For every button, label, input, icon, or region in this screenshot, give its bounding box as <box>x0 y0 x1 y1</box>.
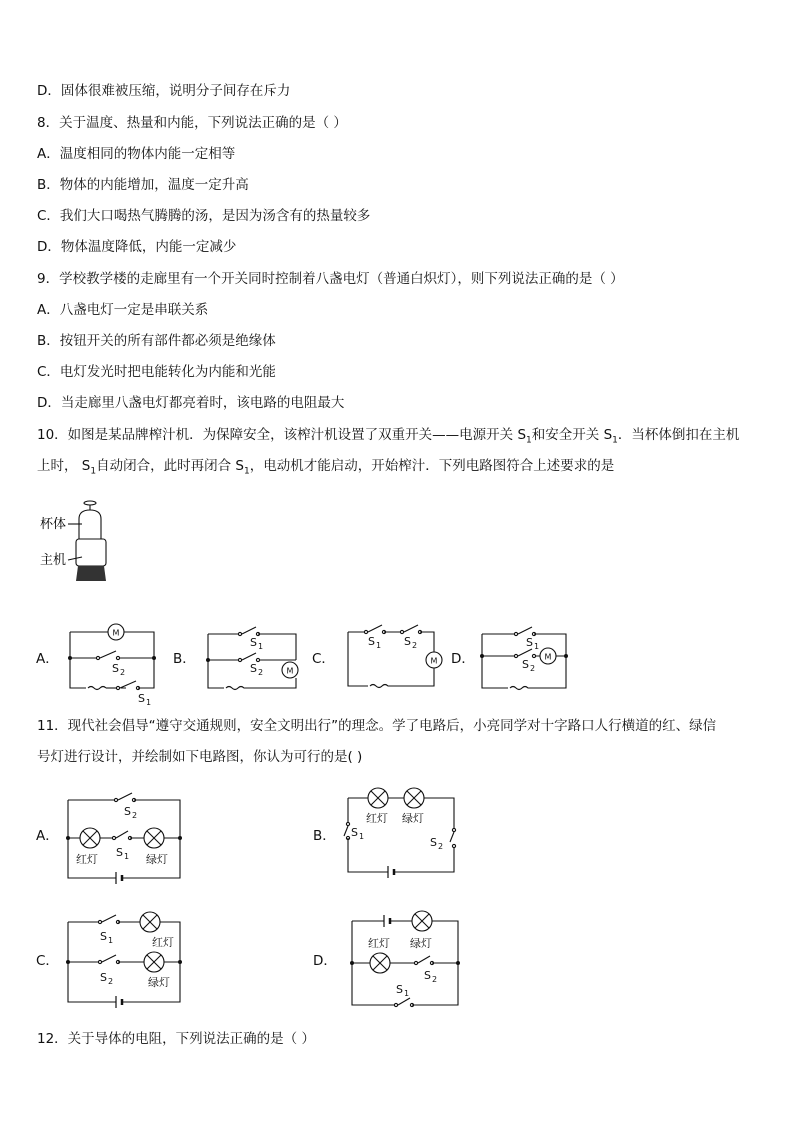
q10-circuit-c <box>344 620 444 690</box>
svg-text:1: 1 <box>376 641 382 650</box>
q8-option-c: C．我们大口喝热气腾腾的汤，是因为汤含有的热量较多 <box>37 208 371 224</box>
svg-text:绿灯: 绿灯 <box>410 937 432 950</box>
svg-text:M: M <box>544 652 552 662</box>
q8-option-a: A．温度相同的物体内能一定相等 <box>37 146 236 162</box>
q8-option-d: D．物体温度降低，内能一定减少 <box>37 239 237 255</box>
q10-circuit-d <box>480 620 580 690</box>
svg-text:S: S <box>250 636 257 649</box>
q9-option-c: C．电灯发光时把电能转化为内能和光能 <box>37 364 276 380</box>
svg-text:S: S <box>430 836 437 849</box>
svg-text:2: 2 <box>438 842 444 851</box>
svg-text:1: 1 <box>258 642 264 651</box>
q11-option-b-label: B． <box>313 828 336 844</box>
q11-circuit-c <box>66 910 191 1005</box>
svg-text:绿灯: 绿灯 <box>402 812 424 825</box>
svg-text:1: 1 <box>534 642 540 651</box>
svg-text:M: M <box>286 666 294 676</box>
q10-circuit-b <box>204 620 304 690</box>
svg-text:红灯: 红灯 <box>366 812 388 825</box>
svg-text:S: S <box>396 983 403 996</box>
q10-stem-line1: 10．如图是某品牌榨汁机．为保障安全，该榨汁机设置了双重开关——电源开关 $S_1$和安全开关 $S_1$．当杯体倒扣在主机 <box>37 427 740 446</box>
q12-stem: 12．关于导体的电阻，下列说法正确的是（ ） <box>37 1031 315 1047</box>
svg-text:红灯: 红灯 <box>76 853 98 866</box>
svg-text:S: S <box>124 805 131 818</box>
q10-option-c-label: C． <box>312 651 335 667</box>
svg-text:红灯: 红灯 <box>368 937 390 950</box>
q7-option-d: D．固体很难被压缩，说明分子间存在斥力 <box>37 83 291 99</box>
svg-text:S: S <box>424 969 431 982</box>
q10-option-a-label: A． <box>36 651 59 667</box>
svg-text:2: 2 <box>120 668 126 677</box>
q11-circuit-d <box>348 905 473 1005</box>
q8-option-b: B．物体的内能增加，温度一定升高 <box>37 177 249 193</box>
q11-circuit-b <box>344 786 469 876</box>
svg-text:1: 1 <box>146 698 152 707</box>
q11-stem-line2: 号灯进行设计，并绘制如下电路图，你认为可行的是( ) <box>37 749 363 765</box>
q10-option-d-label: D． <box>451 651 475 667</box>
svg-text:M: M <box>430 656 438 666</box>
svg-text:S: S <box>116 846 123 859</box>
svg-text:1: 1 <box>108 936 114 945</box>
juicer-cup-label: 杯体 <box>40 517 67 532</box>
q11-option-c-label: C． <box>36 953 59 969</box>
svg-text:1: 1 <box>359 832 365 841</box>
q10-circuit-a <box>66 620 166 707</box>
svg-text:红灯: 红灯 <box>152 936 174 949</box>
svg-text:2: 2 <box>132 811 138 820</box>
q8-stem: 8．关于温度、热量和内能，下列说法正确的是（ ） <box>37 115 347 131</box>
svg-text:2: 2 <box>530 664 536 673</box>
svg-text:绿灯: 绿灯 <box>146 853 168 866</box>
svg-text:S: S <box>404 635 411 648</box>
q9-option-d: D．当走廊里八盏电灯都亮着时，该电路的电阻最大 <box>37 395 345 411</box>
q11-option-a-label: A． <box>36 828 59 844</box>
svg-text:1: 1 <box>404 989 410 998</box>
svg-text:绿灯: 绿灯 <box>148 976 170 989</box>
svg-text:2: 2 <box>258 668 264 677</box>
q9-option-b: B．按钮开关的所有部件都必须是绝缘体 <box>37 333 276 349</box>
svg-text:S: S <box>368 635 375 648</box>
q10-option-b-label: B． <box>173 651 196 667</box>
svg-text:S: S <box>526 636 533 649</box>
q10-stem-line2: 上时， $S_1$自动闭合，此时再闭合 $S_1$，电动机才能启动，开始榨汁．下列电路图符合上述要求的是 <box>37 458 615 477</box>
q11-option-d-label: D． <box>313 953 337 969</box>
svg-text:S: S <box>522 658 529 671</box>
svg-text:2: 2 <box>432 975 438 984</box>
svg-text:S: S <box>100 971 107 984</box>
svg-text:S: S <box>250 662 257 675</box>
q9-option-a: A．八盏电灯一定是串联关系 <box>37 302 209 318</box>
q9-stem: 9．学校教学楼的走廊里有一个开关同时控制着八盏电灯（普通白炽灯），则下列说法正确的是（ ） <box>37 271 624 287</box>
svg-text:S: S <box>351 826 358 839</box>
svg-text:S: S <box>138 692 145 705</box>
juicer-figure <box>38 497 128 592</box>
svg-text:1: 1 <box>124 852 130 861</box>
q11-circuit-a <box>66 790 191 880</box>
svg-text:M: M <box>112 628 120 638</box>
q11-stem-line1: 11．现代社会倡导“遵守交通规则，安全文明出行”的理念。学了电路后，小亮同学对十字路口人行横道的红、绿信 <box>37 718 717 734</box>
svg-text:2: 2 <box>108 977 114 986</box>
svg-text:S: S <box>112 662 119 675</box>
svg-text:2: 2 <box>412 641 418 650</box>
juicer-base-label: 主机 <box>40 553 67 568</box>
svg-text:S: S <box>100 930 107 943</box>
